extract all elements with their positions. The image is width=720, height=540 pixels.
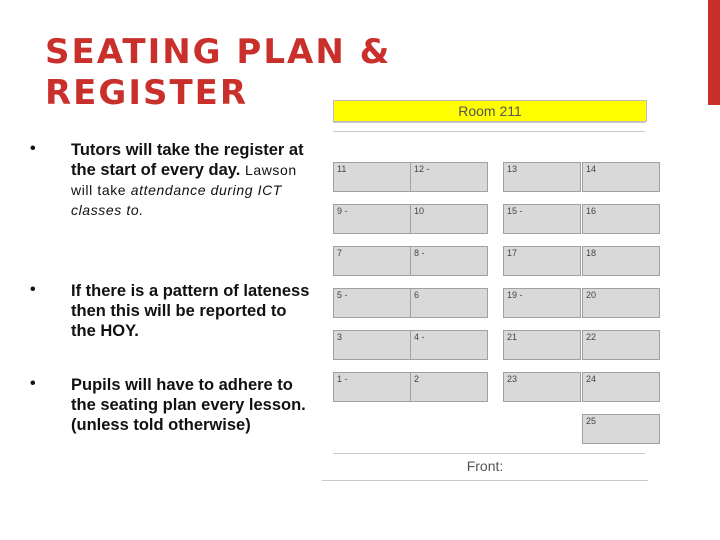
bullet-icon: •	[30, 281, 36, 298]
seating-plan	[322, 98, 648, 484]
grid-line	[322, 480, 648, 481]
desk: 7	[333, 246, 411, 276]
desk: 2	[410, 372, 488, 402]
desk: 5 -	[333, 288, 411, 318]
bullet-text: Pupils will have to adhere to the seating plan every lesson. (unless told otherwise)	[71, 376, 306, 434]
desk: 17	[503, 246, 581, 276]
desk: 21	[503, 330, 581, 360]
desk: 9 -	[333, 204, 411, 234]
desk: 4 -	[410, 330, 488, 360]
bullet-item	[30, 375, 315, 435]
desk: 23	[503, 372, 581, 402]
desk: 11	[333, 162, 411, 192]
desk: 20	[582, 288, 660, 318]
desk: 24	[582, 372, 660, 402]
bullet-text: Tutors will take the register at the start of every day.	[71, 141, 304, 179]
desk: 19 -	[503, 288, 581, 318]
front-label: Front:	[466, 458, 504, 474]
bullet-text: If there is a pattern of lateness then this will be reported to the HOY.	[71, 282, 310, 340]
bullet-icon: •	[30, 140, 36, 157]
desk: 13	[503, 162, 581, 192]
accent-bar	[708, 0, 720, 105]
bullet-note: attendance during ICT classes to.	[71, 182, 282, 218]
desk: 3	[333, 330, 411, 360]
desk: 15 -	[503, 204, 581, 234]
bullet-item	[30, 281, 315, 341]
bullet-item	[30, 140, 315, 220]
grid-line	[333, 122, 645, 123]
desk: 16	[582, 204, 660, 234]
desk: 25	[582, 414, 660, 444]
desk: 22	[582, 330, 660, 360]
desk: 8 -	[410, 246, 488, 276]
desk: 14	[582, 162, 660, 192]
slide-title: SEATING PLAN & REGISTER	[45, 32, 392, 113]
grid-line	[333, 453, 645, 454]
desk: 18	[582, 246, 660, 276]
bullet-note: Lawson will take	[71, 162, 297, 198]
grid-line	[333, 131, 645, 132]
desk: 10	[410, 204, 488, 234]
room-header: Room 211	[333, 100, 647, 122]
desk: 1 -	[333, 372, 411, 402]
desk: 6	[410, 288, 488, 318]
desk: 12 -	[410, 162, 488, 192]
bullet-icon: •	[30, 375, 36, 392]
